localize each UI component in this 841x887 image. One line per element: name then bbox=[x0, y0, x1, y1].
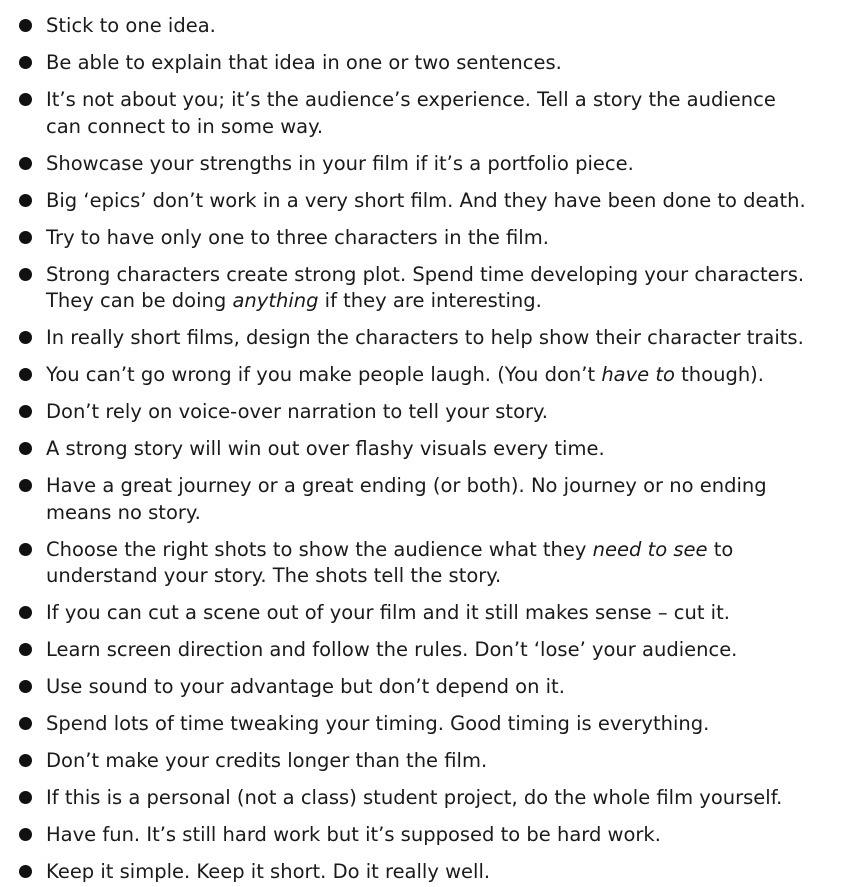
tip-emphasis: need to see bbox=[592, 537, 708, 561]
tip-text bbox=[46, 225, 549, 252]
tip-text bbox=[46, 822, 661, 849]
tip-text-segment: Strong characters create strong plot. Spend time developing your characters. bbox=[46, 262, 805, 286]
tip-line bbox=[46, 473, 767, 500]
tip-line bbox=[46, 262, 804, 289]
tip-text-segment: Don’t rely on voice-over narration to tell your story. bbox=[46, 400, 548, 423]
bullet-icon bbox=[19, 194, 32, 207]
tip-text bbox=[46, 600, 730, 627]
tip-text-segment: In really short films, design the characters to help show their character traits. bbox=[46, 326, 804, 349]
tip-text-segment: If you can cut a scene out of your film and it still makes sense – cut it. bbox=[46, 601, 730, 624]
bullet-icon bbox=[19, 19, 32, 32]
tip-line bbox=[46, 537, 733, 564]
tip-text-segment: Keep it simple. Keep it short. Do it really well. bbox=[46, 860, 491, 883]
tip-line bbox=[46, 563, 733, 590]
tip-text bbox=[46, 325, 804, 352]
tip-text-segment: It’s not about you; it’s the audience’s experience. Tell a story the audience bbox=[46, 88, 776, 111]
tip-text-segment: Don’t make your credits longer than the film. bbox=[46, 749, 488, 772]
tip-text-segment: Try to have only one to three characters in the film. bbox=[46, 225, 549, 249]
bullet-icon bbox=[19, 479, 32, 492]
tip-text-segment: A strong story will win out over flashy visuals every time. bbox=[46, 437, 605, 460]
bullet-icon bbox=[19, 157, 32, 170]
bullet-icon bbox=[19, 543, 32, 556]
tip-text-segment: If this is a personal (not a class) student project, do the whole film yourself. bbox=[46, 786, 783, 809]
bullet-icon bbox=[19, 865, 32, 878]
bullet-icon bbox=[19, 405, 32, 418]
bullet-icon bbox=[19, 56, 32, 69]
tip-text bbox=[46, 399, 548, 426]
bullet-icon bbox=[19, 268, 32, 281]
bullet-icon bbox=[19, 606, 32, 619]
tip-text-segment: understand your story. The shots tell the story. bbox=[46, 564, 502, 587]
bullet-icon bbox=[19, 828, 32, 841]
tip-line bbox=[46, 325, 804, 352]
tip-line bbox=[46, 188, 806, 215]
bullet-icon bbox=[19, 93, 32, 106]
tip-line bbox=[46, 399, 548, 426]
tip-line bbox=[46, 600, 730, 627]
tip-text-segment: can connect to in some way. bbox=[46, 114, 324, 138]
tip-line bbox=[46, 436, 605, 463]
tip-line bbox=[46, 785, 782, 812]
tip-line bbox=[46, 711, 709, 738]
tip-line bbox=[46, 500, 767, 527]
tip-text bbox=[46, 748, 487, 775]
tip-line bbox=[46, 362, 764, 389]
tip-text bbox=[46, 262, 804, 315]
tip-text-segment: Learn screen direction and follow the rules. Don’t ‘lose’ your audience. bbox=[46, 638, 738, 661]
bullet-icon bbox=[19, 717, 32, 730]
tip-text bbox=[46, 436, 605, 463]
bullet-icon bbox=[19, 791, 32, 804]
tip-text-segment: Stick to one idea. bbox=[46, 14, 216, 37]
tip-line bbox=[46, 674, 565, 701]
tip-line bbox=[46, 50, 562, 77]
tip-line bbox=[46, 859, 490, 886]
tip-text-segment: Have a great journey or a great ending (or both). No journey or no ending bbox=[46, 474, 767, 497]
tip-text bbox=[46, 537, 733, 590]
tip-text bbox=[46, 13, 216, 40]
tip-text-segment: Have fun. It’s still hard work but it’s supposed to be hard work. bbox=[46, 823, 661, 846]
tip-emphasis: have to bbox=[601, 363, 675, 386]
bullet-icon bbox=[19, 331, 32, 344]
tip-text bbox=[46, 637, 737, 664]
tip-text-segment: Showcase your strengths in your film if it’s a portfolio piece. bbox=[46, 151, 634, 175]
tip-text-segment: Spend lots of time tweaking your timing. Good timing is everything. bbox=[46, 712, 710, 735]
bullet-icon bbox=[19, 643, 32, 656]
tip-line bbox=[46, 748, 487, 775]
tip-text-segment: You can’t go wrong if you make people laugh. (You don’t bbox=[46, 363, 602, 386]
tip-text-segment: if they are interesting. bbox=[318, 289, 542, 312]
bullet-icon bbox=[19, 368, 32, 381]
tip-text-segment: Big ‘epics’ don’t work in a very short film. And they have been done to death. bbox=[46, 188, 806, 212]
tip-line bbox=[46, 151, 634, 178]
tip-text bbox=[46, 50, 562, 77]
tip-text bbox=[46, 362, 764, 389]
tip-text-segment: means no story. bbox=[46, 500, 201, 524]
bullet-icon bbox=[19, 680, 32, 693]
tip-text bbox=[46, 859, 490, 886]
tip-text bbox=[46, 151, 634, 178]
tip-text bbox=[46, 188, 806, 215]
tip-text bbox=[46, 473, 767, 526]
bullet-icon bbox=[19, 754, 32, 767]
tip-line bbox=[46, 637, 737, 664]
tip-text-segment: to bbox=[707, 537, 734, 561]
tip-line bbox=[46, 225, 549, 252]
tip-text bbox=[46, 711, 709, 738]
tip-text-segment: They can be doing bbox=[46, 289, 233, 312]
tip-line bbox=[46, 87, 776, 114]
tip-text-segment: Use sound to your advantage but don’t depend on it. bbox=[46, 675, 565, 698]
tip-text-segment: Choose the right shots to show the audience what they bbox=[46, 537, 593, 561]
tip-text bbox=[46, 87, 776, 140]
bullet-icon bbox=[19, 442, 32, 455]
tip-text-segment: Be able to explain that idea in one or two sentences. bbox=[46, 51, 562, 74]
tip-line bbox=[46, 13, 216, 40]
tip-text-segment: though). bbox=[674, 363, 764, 386]
tip-line bbox=[46, 822, 661, 849]
tip-emphasis: anything bbox=[232, 289, 319, 312]
tip-text bbox=[46, 674, 565, 701]
tip-line bbox=[46, 114, 776, 141]
tip-line bbox=[46, 288, 804, 315]
tip-text bbox=[46, 785, 782, 812]
bullet-icon bbox=[19, 231, 32, 244]
